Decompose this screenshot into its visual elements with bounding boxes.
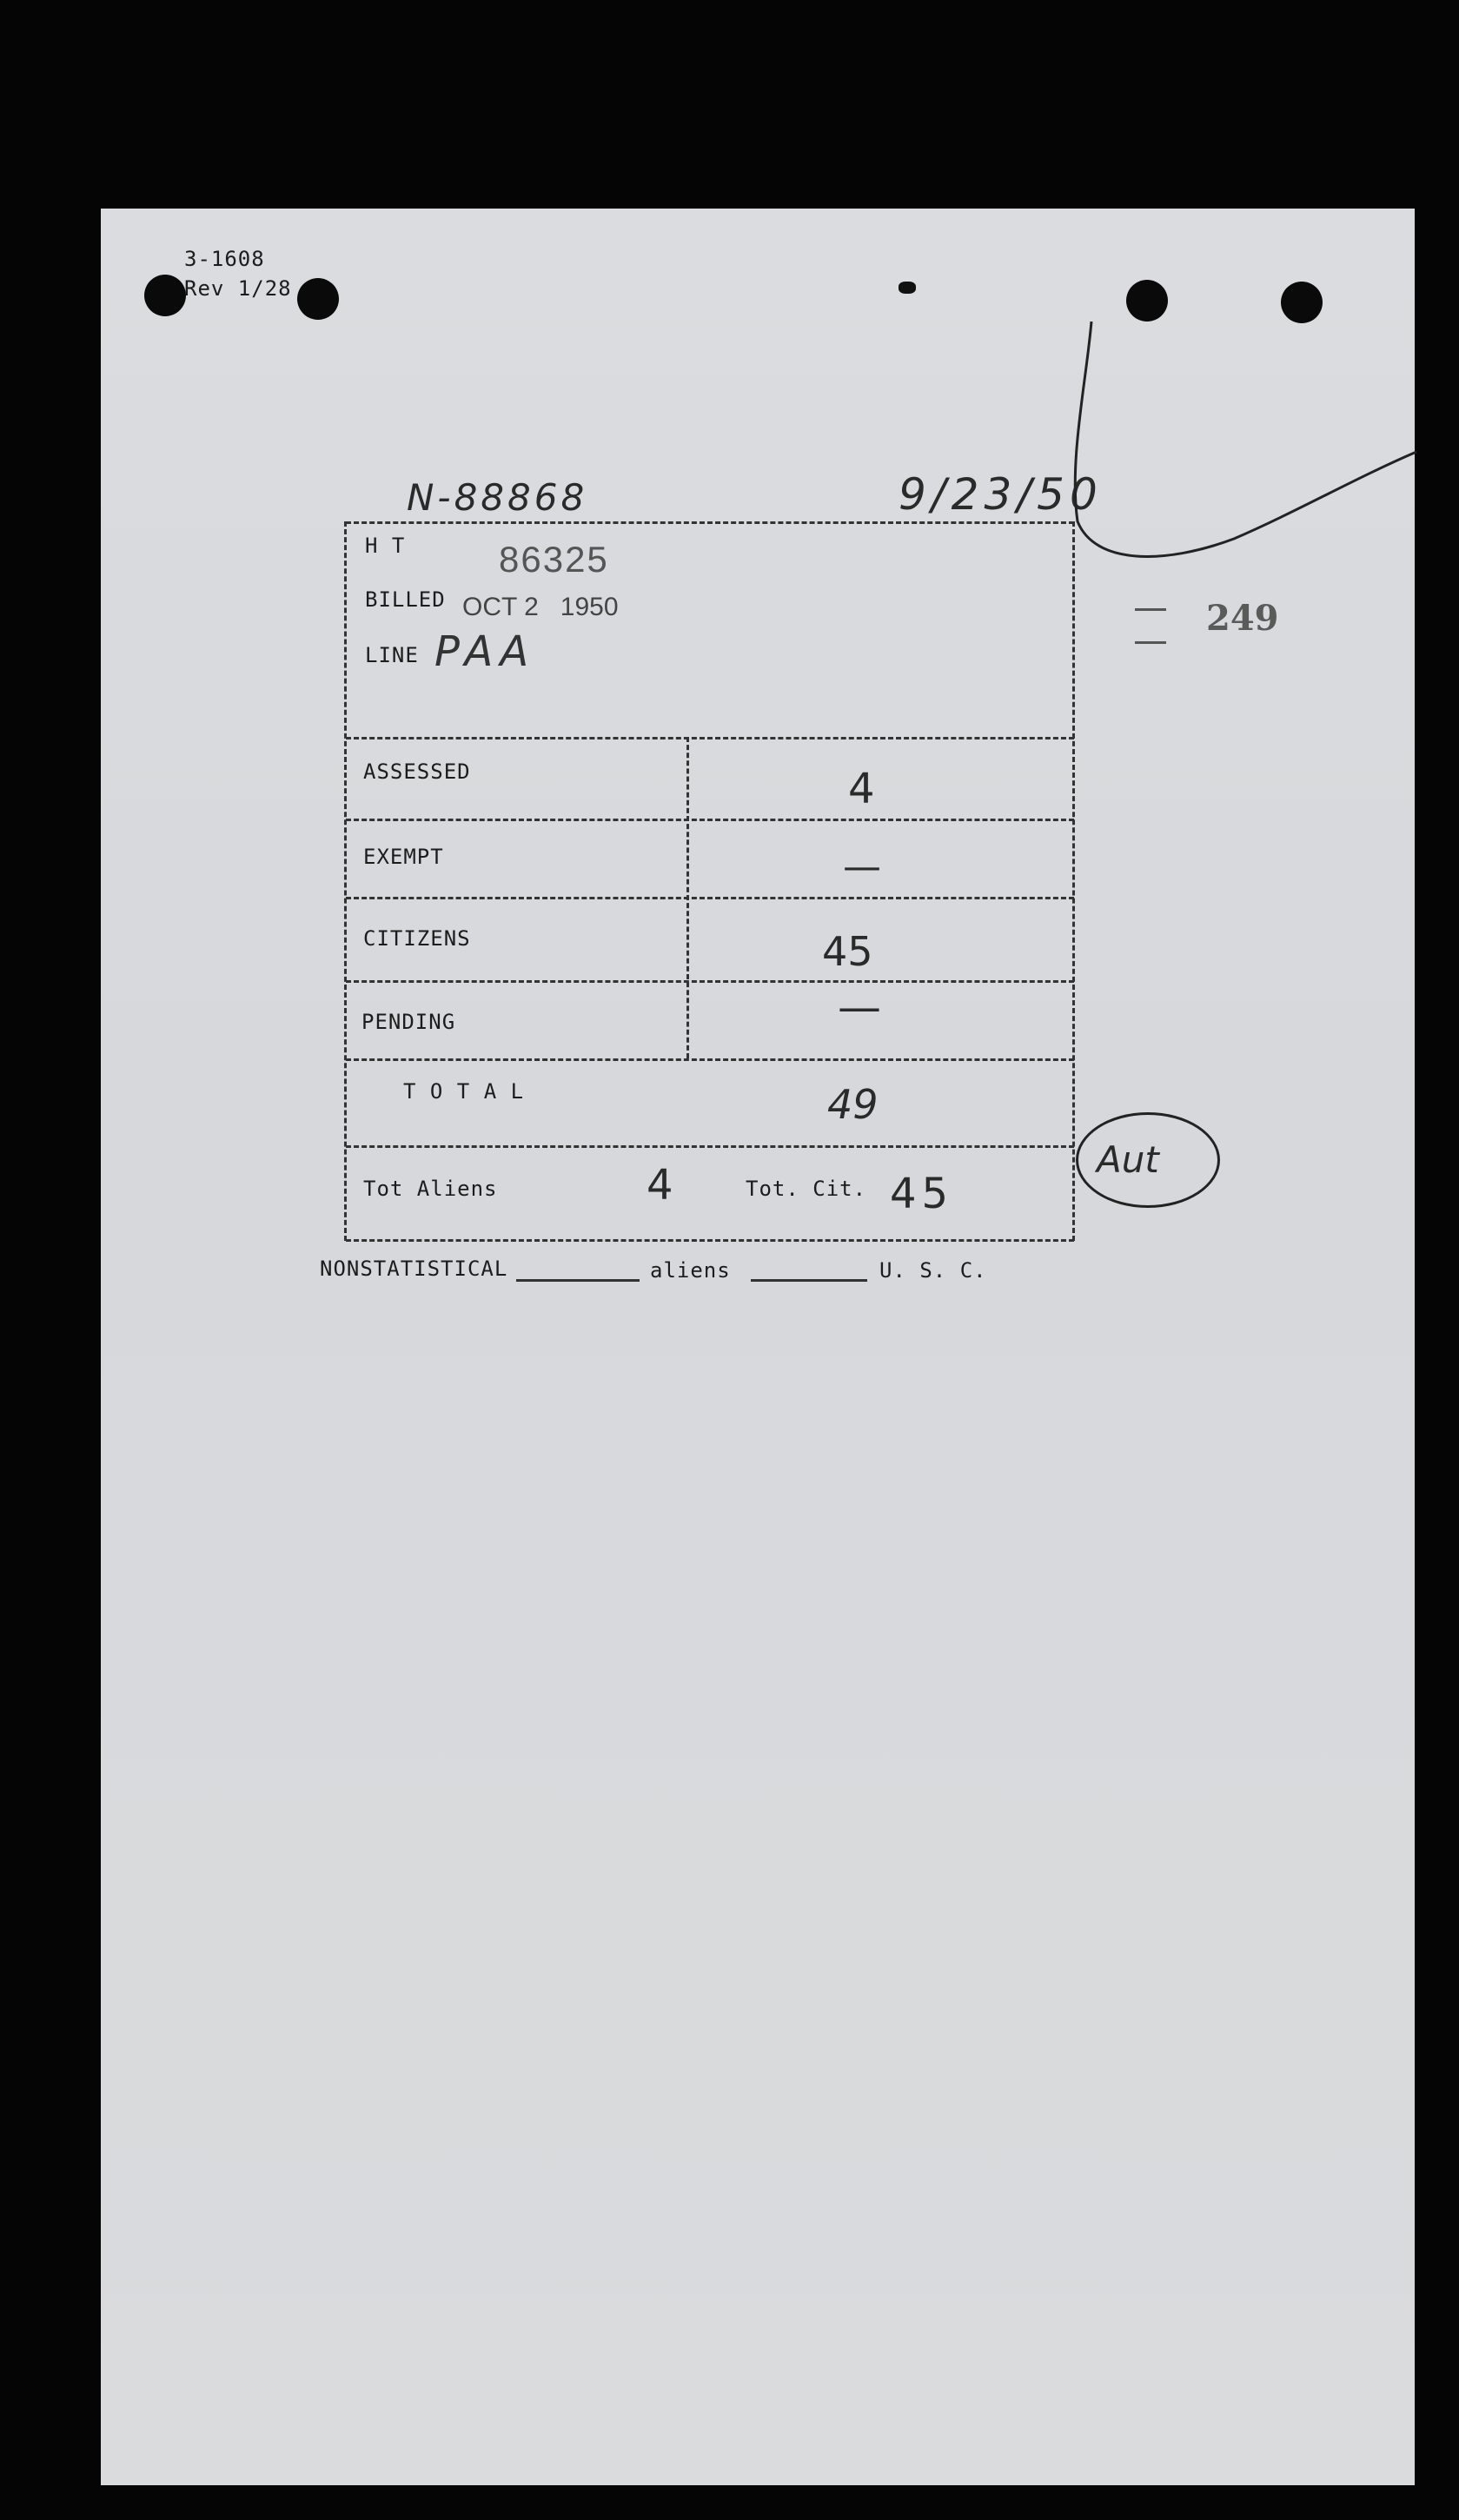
- ink-mark: [899, 282, 916, 294]
- row-value-pending: —: [838, 982, 881, 1032]
- handwritten-date: 9/23/50: [899, 469, 1103, 520]
- tot-cit-value: 45: [890, 1170, 954, 1218]
- billed-date: OCT 2 1950: [462, 593, 619, 621]
- row-label-citizens: CITIZENS: [363, 926, 471, 951]
- billed-label: BILLED: [365, 587, 446, 612]
- nonstatistical-label: NONSTATISTICAL: [320, 1257, 508, 1281]
- table-border: [346, 521, 1074, 524]
- form-revision: Rev 1/28: [184, 276, 292, 301]
- row-label-assessed: ASSESSED: [363, 759, 471, 784]
- page-number-dash: [1135, 641, 1166, 644]
- form-number: 3-1608: [184, 247, 265, 271]
- table-divider: [346, 819, 1074, 821]
- table-border: [346, 1239, 1074, 1242]
- row-value-citizens: 45: [822, 928, 873, 975]
- row-label-exempt: EXEMPT: [363, 845, 444, 869]
- row-value-exempt: —: [843, 845, 881, 889]
- table-border: [1072, 521, 1075, 1241]
- ht-value: 86325: [499, 539, 609, 580]
- line-label: LINE: [365, 643, 419, 667]
- row-label-pending: PENDING: [361, 1010, 456, 1034]
- table-divider: [346, 897, 1074, 899]
- line-value: PAA: [434, 627, 536, 676]
- table-divider: [346, 980, 1074, 983]
- punch-hole: [297, 278, 339, 320]
- file-number: N-88868: [407, 476, 588, 519]
- table-divider: [346, 737, 1074, 739]
- row-value-assessed: 4: [848, 765, 875, 813]
- table-column-divider: [686, 737, 689, 1058]
- table-border: [344, 521, 347, 1241]
- pencil-line: [1060, 313, 1425, 591]
- total-value: 49: [827, 1081, 879, 1128]
- tot-cit-label: Tot. Cit.: [746, 1177, 867, 1201]
- tot-aliens-value: 4: [647, 1161, 673, 1210]
- page-number: 249: [1206, 598, 1279, 639]
- initials: Aut: [1097, 1138, 1159, 1181]
- aliens-blank: [751, 1279, 867, 1282]
- table-divider: [346, 1145, 1074, 1148]
- total-label: T O T A L: [403, 1079, 525, 1104]
- tot-aliens-label: Tot Aliens: [363, 1177, 498, 1201]
- punch-hole: [144, 275, 186, 316]
- aliens-label: aliens: [650, 1258, 731, 1283]
- table-divider: [346, 1058, 1074, 1061]
- nonstatistical-blank: [516, 1279, 640, 1282]
- page-number-dash: [1135, 608, 1166, 611]
- ht-label: H T: [365, 534, 406, 558]
- usc-label: U. S. C.: [879, 1258, 987, 1283]
